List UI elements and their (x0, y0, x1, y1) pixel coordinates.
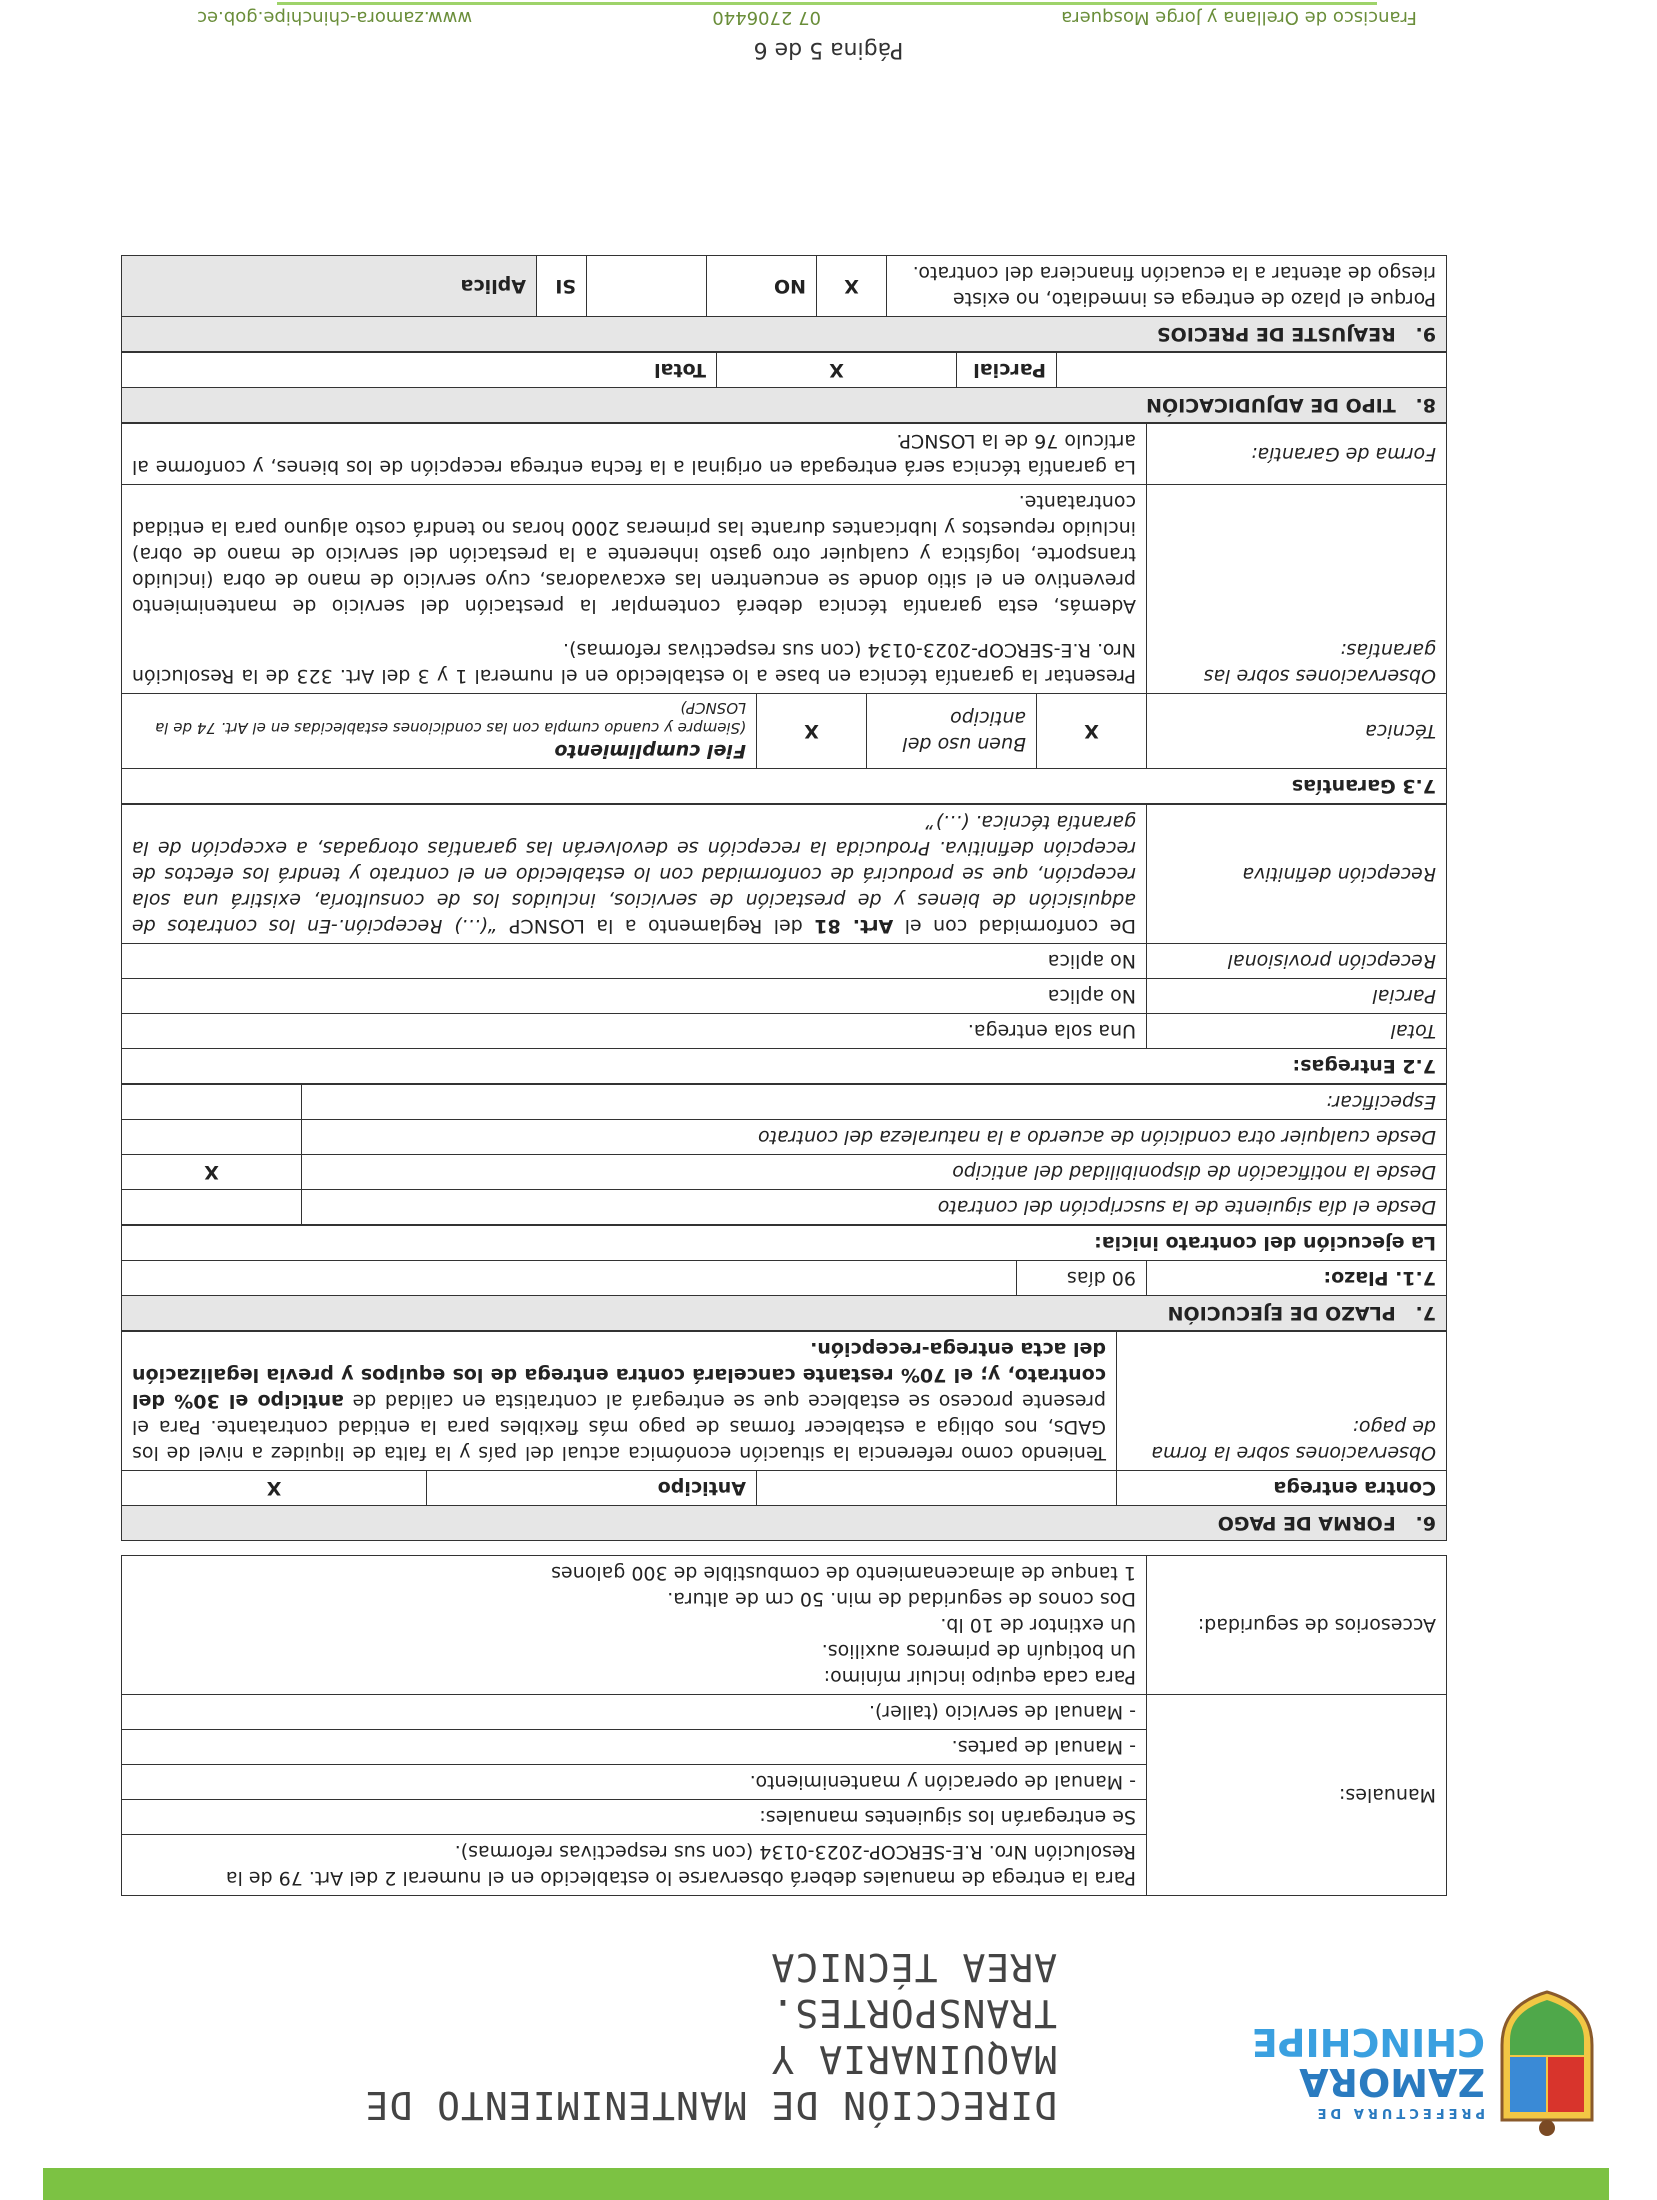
delivery-row-label: Recepción provisional (1147, 944, 1447, 979)
execution-options-table (121, 1084, 1447, 1225)
footer-phone: 07 2706440 (712, 7, 822, 28)
manuals-row: Se entregarán los siguientes manuales: (122, 1800, 1147, 1835)
footer-green-line (277, 2, 1377, 5)
guarantee-observations-p1: Presentar la garantía técnica en base a lo establecido en el numeral 1 y 3 del Art. 323 de la Resolución Nro. R.E-SERCOP-2023-0134 (con sus respectivas reformas). (132, 639, 1136, 687)
guarantees-table (121, 423, 1447, 804)
adjudication-parcial-mark (1057, 353, 1447, 388)
adjudication-total: Total (122, 353, 717, 388)
adjudication-parcial: Parcial (957, 353, 1057, 388)
guarantee-observations-p2: Además, esta garantía técnica deberá contemplar la prestación del servicio de mantenimiento preventivo en el sitio donde se encuentren las excavadoras, cuyo servicio de mano de obra (incluido transporte, logística y cualquier otro gasto inherente a la prestación del servicio de mano de obra) incluido repuestos y lubricantes durante las primeras 2000 horas no tendrá costo alguno para la entidad contratante. (132, 491, 1136, 617)
payment-heading: 6. FORMA DE PAGO (122, 1506, 1447, 1541)
execution-option: Desde cualquier otra condición de acuerdo a la naturaleza del contrato (302, 1120, 1447, 1155)
payment-observations-text: Teniendo como referencia la situación económica actual del país y la falta de liquidez a nivel de los GADs, nos obliga a establecer formas de pago más flexibles para la entidad contratante. Para el presente proceso se establece que se entregará al contratista en calidad de (132, 1390, 1106, 1464)
specifications-tables (121, 255, 1447, 1896)
definitive-reception-label: Recepción definitiva (1147, 805, 1447, 944)
footer-website[interactable]: www.zamora-chinchipe.gob.ec (197, 7, 473, 28)
delivery-row-label: Total (1147, 1014, 1447, 1049)
org-name-zamora: ZAMORA (1299, 2060, 1485, 2104)
execution-option: Desde el día siguiente de la suscripción del contrato (302, 1190, 1447, 1225)
fiel-cumplimiento-cell (122, 694, 757, 769)
manuals-row: - Manual de partes. (122, 1730, 1147, 1765)
footer (77, 7, 1537, 28)
accessories-label: Accesorios de seguridad: (1147, 1556, 1447, 1695)
accessories-list: Para cada equipo incluir mínimo: Un botiquín de primeros auxilios. Un extintor de 10 lb. Dos conos de seguridad de min. 50 cm de altura. 1 tanque de almacenamiento de combustible de 300 galones (122, 1556, 1147, 1695)
adjudication-total-mark: X (717, 353, 957, 388)
org-name-chinchipe: CHINCHIPE (1251, 2020, 1485, 2064)
manuals-row: - Manual de servicio (taller). (122, 1695, 1147, 1730)
delivery-row-value: Una sola entrega. (122, 1014, 1147, 1049)
adjustment-si-mark (587, 256, 707, 317)
deliveries-label: 7.2 Entregas: (122, 1049, 1447, 1084)
delivery-row-value: No aplica (122, 944, 1147, 979)
tecnica-label: Técnica (1147, 694, 1447, 769)
definitive-article: Art. 81 (814, 915, 894, 937)
manuals-row: Para la entrega de manuales deberá observarse lo establecido en el numeral 2 del Art. 79 de la Resolución Nro. R.E-SERCOP-2023-0134 (con sus respectivas reformas). (122, 1835, 1147, 1896)
adjustment-aplica: Aplica (122, 256, 537, 317)
payment-observations-bold: anticipo el 30% del contrato, y; el 70% restante cancelará contra entrega de los equipos y previa legalización del acta entrega-recepción. (132, 1338, 1106, 1412)
definitive-post: del Reglamento a la LOSNCP (497, 915, 815, 937)
org-small-label: PREFECTURA DE (1313, 2105, 1485, 2120)
inicia-label: La ejecución del contrato inicia: (122, 1226, 1447, 1261)
execution-heading: 7. PLAZO DE EJECUCIÓN (122, 1296, 1447, 1331)
payment-observations (122, 1332, 1117, 1471)
definitive-reception-text (122, 805, 1147, 944)
guarantees-label: 7.3 Garantías (122, 769, 1447, 804)
adjudication-heading: 8. TIPO DE ADJUDICACIÓN (122, 388, 1447, 423)
adjudication-table (121, 352, 1447, 423)
fiel-cumplimiento-note: (Siempre y cuando cumpla con las condiciones establecidas en el Art. 74 de la LOSNCP) (155, 699, 746, 737)
page-number: Página 5 de 6 (753, 37, 904, 62)
document-title (107, 1944, 1057, 2128)
footer-address: Francisco de Orellana y Jorge Mosquera (1061, 7, 1417, 28)
delivery-row-label: Parcial (1147, 979, 1447, 1014)
title-line: TRANSPORTES. (770, 1991, 1057, 2035)
definitive-quote: “(…) Recepción.-En los contratos de adquisición de bienes y de prestación de servicios, incluidos los de consultoría, existirá una sola recepción, que se producirá de conformidad con lo establecido en el contrato y tendrá los efectos de recepción definitiva. Producida la recepción se devolverán las garantías otorgadas, a excepción de la garantía técnica. (…)” (131, 811, 1136, 937)
execution-option-mark: X (122, 1155, 302, 1190)
title-line: DIRECCIÓN DE MANTENIMIENTO DE MAQUINARIA Y (364, 2037, 1057, 2127)
adjustment-reason: Porque el plazo de entrega es inmediato, no existe riesgo de atentar a la ecuación financiera del contrato. (887, 256, 1447, 317)
guarantee-form-text: La garantía técnica será entregada en original a la fecha entrega recepción de los bienes, y conforme al artículo 76 de la LOSNCP. (122, 424, 1147, 485)
anticipo-label: Anticipo (427, 1471, 757, 1506)
deliveries-table (121, 804, 1447, 1084)
manuals-label: Manuales: (1147, 1695, 1447, 1896)
buen-uso-label: Buen uso del anticipo (867, 694, 1037, 769)
adjustment-no: NO (707, 256, 817, 317)
prefecture-shield-logo (1492, 1990, 1602, 2140)
adjustment-no-mark: X (817, 256, 887, 317)
plazo-label: 7.1. Plazo: (1147, 1261, 1447, 1296)
price-adjustment-heading: 9. REAJUSTE DE PRECIOS (122, 317, 1447, 352)
execution-option-mark (122, 1085, 302, 1120)
delivery-row-value: No aplica (122, 979, 1147, 1014)
title-line: AREA TÉCNICA (770, 1945, 1057, 1989)
execution-option-mark (122, 1120, 302, 1155)
payment-observations-label: Observaciones sobre la forma de pago: (1117, 1332, 1447, 1471)
payment-table (121, 1331, 1447, 1541)
fiel-cumplimiento-title: Fiel cumplimiento (554, 740, 746, 762)
execution-option-mark (122, 1190, 302, 1225)
execution-option: Especificar: (302, 1085, 1447, 1120)
price-adjustment-table (121, 255, 1447, 352)
tecnica-mark: X (1037, 694, 1147, 769)
adjustment-si: SI (537, 256, 587, 317)
guarantee-form-label: Forma de Garantía: (1147, 424, 1447, 485)
manuals-table (121, 1555, 1447, 1896)
guarantee-observations (122, 485, 1147, 694)
buen-uso-mark: X (757, 694, 867, 769)
execution-option: Desde la notificación de disponibilidad del anticipo (302, 1155, 1447, 1190)
contra-entrega-label: Contra entrega (1117, 1471, 1447, 1506)
plazo-empty (122, 1261, 1017, 1296)
plazo-value: 90 días (1017, 1261, 1147, 1296)
definitive-pre: De conformidad con el (893, 915, 1136, 937)
execution-table (121, 1225, 1447, 1331)
guarantee-observations-label: Observaciones sobre las garantías: (1147, 485, 1447, 694)
top-green-bar (43, 2168, 1609, 2200)
contra-entrega-mark (757, 1471, 1117, 1506)
anticipo-mark: X (122, 1471, 427, 1506)
manuals-row: - Manual de operación y mantenimiento. (122, 1765, 1147, 1800)
